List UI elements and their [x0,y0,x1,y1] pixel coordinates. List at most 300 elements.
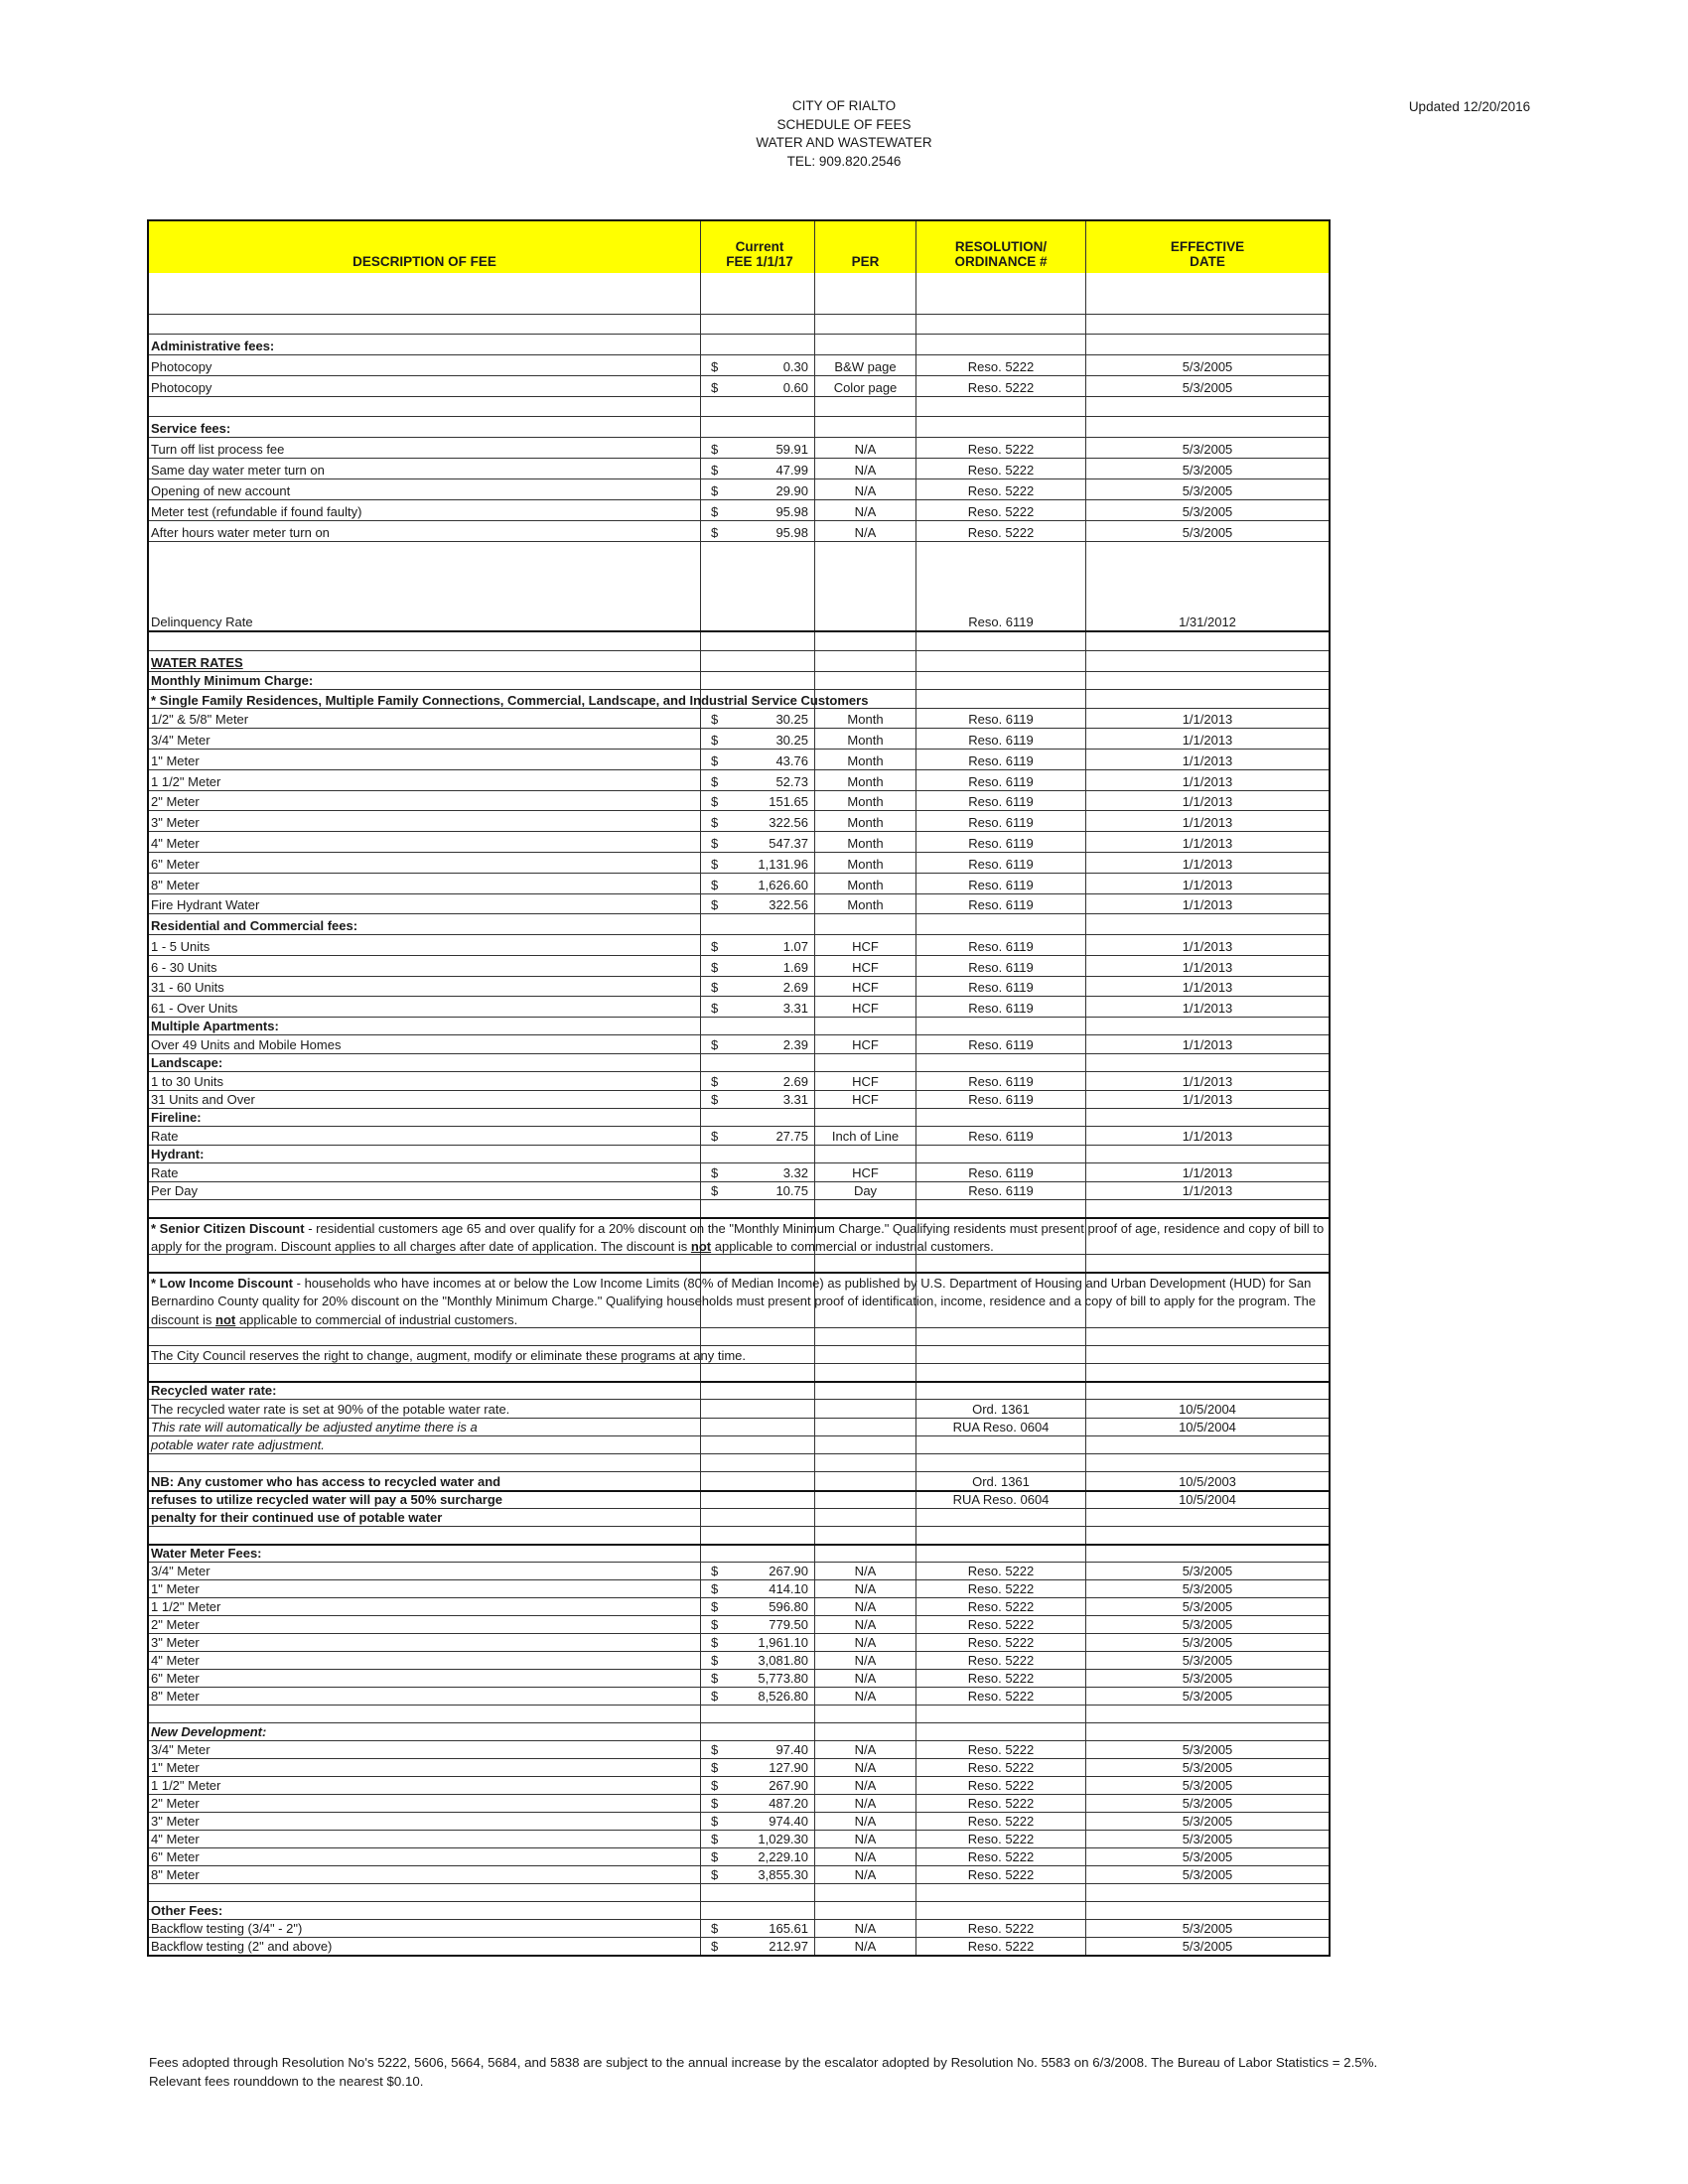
per-unit: Month [847,897,884,912]
table-row [149,728,1329,749]
fee-amount: 547.37 [769,836,808,851]
resolution-text: Reso. 6119 [968,794,1034,809]
currency-symbol: $ [711,1653,719,1668]
fee-per [815,956,916,976]
resolution-number [916,1146,1086,1162]
description-text: 1 1/2" Meter [151,1599,221,1614]
description-text: Landscape: [151,1055,223,1070]
description-text: 1 to 30 Units [151,1074,223,1089]
resolution-number [916,1813,1086,1830]
fee-description [149,1436,701,1453]
fee-per [815,1938,916,1955]
current-fee [701,1328,815,1345]
resolution-number [916,479,1086,499]
effective-date [1086,1831,1329,1847]
fee-per [815,791,916,810]
table-row [149,1090,1329,1108]
effective-date-text: 5/3/2005 [1182,380,1233,395]
description-text: 3" Meter [151,1635,200,1650]
section-row [149,416,1329,437]
description-text: refuses to utilize recycled water will pay a 50% surcharge [151,1492,503,1507]
fee-per [815,1563,916,1579]
resolution-text: RUA Reso. 0604 [952,1492,1050,1507]
fee-description [149,1364,701,1381]
fee-per [815,459,916,478]
per-unit: N/A [854,1796,877,1811]
fee-description [149,1383,701,1399]
fee-description [149,672,701,689]
resolution-number [916,1383,1086,1399]
fee-amount: 151.65 [769,794,808,809]
resolution-text: Reso. 5222 [967,1742,1035,1757]
currency-symbol: $ [711,1037,719,1052]
fee-description [149,315,701,334]
current-fee [701,632,815,650]
resolution-text: Reso. 6119 [968,857,1034,872]
per-unit: Month [847,878,884,892]
fee-per [815,1598,916,1615]
resolution-text: Reso. 5222 [967,1778,1035,1793]
resolution-number [916,853,1086,873]
fee-per [815,977,916,996]
fee-per [815,1509,916,1526]
table-row [149,354,1329,375]
resolution-text: Reso. 5222 [967,1599,1035,1614]
effective-date-text: 5/3/2005 [1182,1939,1233,1954]
per-unit: HCF [852,980,879,995]
resolution-number [916,1509,1086,1526]
resolution-number [916,1400,1086,1418]
effective-date-text: 5/3/2005 [1182,1760,1233,1775]
fee-amount: 0.30 [782,359,808,374]
currency-symbol: $ [711,980,719,995]
fee-description [149,811,701,831]
resolution-number [916,935,1086,955]
fee-amount: 1,626.60 [758,878,808,892]
footnote-line-1: Fees adopted through Resolution No's 5222, 5606, 5664, 5684, and 5838 are subject to the annual increase by the escalator adopted by Resolution No. 5583 on 6/3/2008. The Bureau of Labor Statistics = 2.5%. [149,2055,1378,2070]
program-name: * Senior Citizen Discount [151,1221,305,1236]
fee-amount: 212.97 [769,1939,808,1954]
fee-description [149,832,701,852]
fee-description [149,1328,701,1345]
per-unit: N/A [854,442,877,457]
resolution-text: Reso. 6119 [968,878,1034,892]
col-header-fee: Current FEE 1/1/17 [701,221,815,273]
fee-amount: 267.90 [769,1564,808,1578]
current-fee [701,1580,815,1597]
section-row [149,334,1329,354]
fee-per [815,935,916,955]
effective-date-text: 5/3/2005 [1182,1635,1233,1650]
effective-date [1086,376,1329,396]
per-unit: N/A [854,1778,877,1793]
blank-row [149,396,1329,416]
fee-description [149,1902,701,1919]
current-fee [701,1759,815,1776]
description-text: Residential and Commercial fees: [151,918,358,933]
fee-per [815,1848,916,1865]
resolution-number [916,500,1086,520]
effective-date [1086,1400,1329,1418]
effective-date [1086,690,1329,708]
fee-amount: 322.56 [769,815,808,830]
fee-description [149,355,701,375]
per-unit: Color page [833,380,898,395]
fee-schedule-table [147,219,1331,1957]
fee-amount: 3,855.30 [758,1867,808,1882]
effective-date [1086,791,1329,810]
fee-amount: 59.91 [775,442,808,457]
resolution-number [916,997,1086,1017]
current-fee [701,1634,815,1651]
effective-date [1086,1634,1329,1651]
fee-per [815,1163,916,1181]
table-row [149,1490,1329,1508]
currency-symbol: $ [711,1599,719,1614]
effective-date-text: 5/3/2005 [1182,483,1233,498]
col-header-resolution: RESOLUTION/ ORDINANCE # [916,221,1086,273]
per-unit: N/A [854,504,877,519]
fee-description [149,1688,701,1705]
footnote-line-2: Relevant fees rounddown to the nearest $0.10. [149,2074,424,2089]
section-row [149,1381,1329,1399]
current-fee [701,1091,815,1108]
fee-amount: 267.90 [769,1778,808,1793]
effective-date [1086,1436,1329,1453]
fee-description [149,1938,701,1955]
currency-symbol: $ [711,1129,719,1144]
current-fee [701,355,815,375]
current-fee [701,1163,815,1181]
blank-row [149,314,1329,334]
fee-per [815,1616,916,1633]
resolution-number [916,1454,1086,1471]
effective-date [1086,1200,1329,1217]
resolution-number [916,1795,1086,1812]
description-text: Water Meter Fees: [151,1546,262,1561]
current-fee [701,1884,815,1901]
table-row [149,1435,1329,1453]
resolution-text: Reso. 6119 [968,939,1034,954]
fee-per [815,894,916,913]
currency-symbol: $ [711,1001,719,1016]
description-text: Same day water meter turn on [151,463,325,478]
table-row [149,893,1329,913]
customer-class-note: * Single Family Residences, Multiple Family Connections, Commercial, Landscape, and Industrial Service Customers [151,693,869,708]
resolution-text: Reso. 5222 [967,525,1035,540]
per-unit: N/A [854,525,877,540]
table-row [149,1812,1329,1830]
blank-row [149,1526,1329,1544]
fee-per [815,1688,916,1705]
effective-date-text: 5/3/2005 [1182,1849,1233,1864]
resolution-number [916,690,1086,708]
current-fee [701,1723,815,1740]
per-unit: N/A [854,1689,877,1704]
fee-description [149,1866,701,1883]
table-row [149,996,1329,1017]
fee-description [149,729,701,749]
effective-date [1086,1580,1329,1597]
resolution-text: Reso. 6119 [968,960,1034,975]
per-unit: B&W page [834,359,897,374]
program-text: - households who have incomes at or below the Low Income Limits (80% of Median Income) as published by U.S. Department of Housing and Urban Development (HUD) for San Bernardino County quality for 20% discount on the "Monthly Minimum Charge." Qualifying households must present proof of identification, income, residence and a copy of bill to apply for the program. The discount is [151,1276,1317,1327]
effective-date [1086,935,1329,955]
effective-date [1086,977,1329,996]
per-unit: N/A [854,1617,877,1632]
phone-number: TEL: 909.820.2546 [786,153,902,169]
current-fee [701,729,815,749]
resolution-number [916,709,1086,728]
resolution-number [916,1472,1086,1490]
description-text: 1" Meter [151,753,200,768]
fee-per [815,832,916,852]
effective-date [1086,1759,1329,1776]
per-unit: Inch of Line [831,1129,900,1144]
effective-date-text: 5/3/2005 [1182,1653,1233,1668]
resolution-number [916,956,1086,976]
currency-symbol: $ [711,1564,719,1578]
current-fee [701,874,815,893]
fee-description [149,1054,701,1071]
resolution-text: Reso. 6119 [968,753,1034,768]
section-row [149,1508,1329,1526]
effective-date [1086,1454,1329,1471]
fee-per [815,770,916,790]
resolution-number [916,1831,1086,1847]
program-text-end: applicable to commercial or industrial customers. [711,1239,994,1255]
effective-date-text: 5/3/2005 [1182,1671,1233,1686]
effective-date [1086,1091,1329,1108]
currency-symbol: $ [711,1074,719,1089]
resolution-text: Reso. 6119 [968,614,1034,629]
effective-date [1086,1527,1329,1544]
table-row [149,1579,1329,1597]
effective-date-text: 1/1/2013 [1182,733,1233,748]
currency-symbol: $ [711,1814,719,1829]
discount-program-text [151,1220,1325,1257]
resolution-text: Reso. 5222 [967,1814,1035,1829]
fee-description [149,1091,701,1108]
table-row [149,1937,1329,1955]
fee-description [149,1831,701,1847]
effective-date-text: 1/1/2013 [1182,753,1233,768]
resolution-number [916,811,1086,831]
fee-description [149,1200,701,1217]
table-row [149,1071,1329,1090]
fee-per [815,1328,916,1345]
current-fee [701,521,815,541]
fee-description [149,1813,701,1830]
resolution-number [916,1598,1086,1615]
fee-amount: 596.80 [769,1599,808,1614]
fee-amount: 30.25 [775,733,808,748]
current-fee [701,1255,815,1272]
currency-symbol: $ [711,463,719,478]
description-text: Service fees: [151,421,231,436]
resolution-text: Reso. 6119 [968,815,1034,830]
effective-date [1086,894,1329,913]
description-text: After hours water meter turn on [151,525,330,540]
fee-per [815,397,916,416]
fee-description [149,1127,701,1145]
current-fee [701,1670,815,1687]
description-text: NB: Any customer who has access to recycled water and [151,1474,501,1489]
table-row [149,1830,1329,1847]
fee-description [149,335,701,354]
effective-date [1086,1364,1329,1381]
effective-date [1086,1670,1329,1687]
table-row [149,810,1329,831]
table-row [149,1272,1329,1327]
effective-date [1086,1902,1329,1919]
fee-description [149,791,701,810]
per-unit: N/A [854,1814,877,1829]
currency-symbol: $ [711,359,719,374]
table-row [149,1669,1329,1687]
current-fee [701,1813,815,1830]
per-unit: HCF [852,960,879,975]
description-text: 61 - Over Units [151,1001,238,1016]
section-row [149,1017,1329,1034]
resolution-number [916,521,1086,541]
currency-symbol: $ [711,504,719,519]
current-fee [701,1866,815,1883]
description-text: penalty for their continued use of potable water [151,1510,443,1525]
updated-date: Updated 12/20/2016 [1408,99,1531,114]
per-unit: N/A [854,1599,877,1614]
blank-row [149,1327,1329,1345]
resolution-text: Reso. 5222 [967,442,1035,457]
fee-description [149,632,701,650]
effective-date [1086,811,1329,831]
description-text: Over 49 Units and Mobile Homes [151,1037,342,1052]
description-text: 31 Units and Over [151,1092,255,1107]
fee-per [815,1072,916,1090]
fee-description [149,1400,701,1418]
effective-date [1086,1563,1329,1579]
resolution-text: Reso. 5222 [967,1849,1035,1864]
fee-description [149,1182,701,1199]
fee-per [815,1670,916,1687]
footnote [149,2053,1559,2091]
resolution-text: Reso. 6119 [968,774,1034,789]
effective-date-text: 1/1/2013 [1182,897,1233,912]
effective-date [1086,1383,1329,1399]
resolution-number [916,914,1086,934]
resolution-number [916,1884,1086,1901]
effective-date-text: 10/5/2004 [1179,1402,1236,1417]
fee-amount: 322.56 [769,897,808,912]
per-unit: N/A [854,1671,877,1686]
current-fee [701,651,815,671]
current-fee [701,417,815,437]
fee-per [815,1091,916,1108]
resolution-number [916,1741,1086,1758]
effective-date-text: 5/3/2005 [1182,1617,1233,1632]
table-row [149,1471,1329,1490]
table-row [149,1651,1329,1669]
current-fee [701,1509,815,1526]
currency-symbol: $ [711,1671,719,1686]
description-text: 2" Meter [151,1617,200,1632]
col-header-per: PER [815,221,916,273]
resolution-number [916,459,1086,478]
resolution-text: Reso. 6119 [968,1037,1034,1052]
effective-date [1086,1884,1329,1901]
resolution-number [916,542,1086,630]
per-unit: Month [847,712,884,727]
fee-per [815,853,916,873]
currency-symbol: $ [711,380,719,395]
description-text: Other Fees: [151,1903,223,1918]
fee-per [815,1866,916,1883]
description-text: 4" Meter [151,1653,200,1668]
effective-date-text: 1/1/2013 [1182,1037,1233,1052]
currency-symbol: $ [711,442,719,457]
fee-per [815,874,916,893]
description-text: 1 1/2" Meter [151,1778,221,1793]
resolution-number [916,397,1086,416]
resolution-number [916,417,1086,437]
description-text: Fire Hydrant Water [151,897,260,912]
effective-date [1086,1652,1329,1669]
fee-amount: 1,961.10 [758,1635,808,1650]
effective-date-text: 1/1/2013 [1182,1001,1233,1016]
fee-per [815,632,916,650]
blank-row [149,1883,1329,1901]
effective-date-text: 5/3/2005 [1182,1796,1233,1811]
per-unit: N/A [854,463,877,478]
current-fee [701,1436,815,1453]
fee-amount: 10.75 [775,1183,808,1198]
fee-amount: 487.20 [769,1796,808,1811]
effective-date [1086,397,1329,416]
current-fee [701,1364,815,1381]
effective-date-text: 10/5/2004 [1179,1492,1236,1507]
fee-description [149,935,701,955]
effective-date [1086,1054,1329,1071]
description-text: Photocopy [151,380,212,395]
fee-per [815,1255,916,1272]
blank-row [149,273,1329,314]
table-row [149,976,1329,996]
current-fee [701,1054,815,1071]
current-fee [701,1146,815,1162]
fee-description [149,273,701,314]
table-row [149,1758,1329,1776]
resolution-number [916,1054,1086,1071]
resolution-number [916,832,1086,852]
table-row [149,437,1329,458]
resolution-text: Reso. 6119 [968,1165,1034,1180]
fee-amount: 5,773.80 [758,1671,808,1686]
resolution-number [916,1492,1086,1508]
table-row [149,769,1329,790]
effective-date [1086,672,1329,689]
per-unit: N/A [854,483,877,498]
effective-date [1086,1813,1329,1830]
resolution-number [916,438,1086,458]
blank-row [149,1254,1329,1272]
fee-description [149,1509,701,1526]
effective-date [1086,832,1329,852]
fee-amount: 1.07 [782,939,808,954]
fee-description [149,651,701,671]
per-unit: N/A [854,1760,877,1775]
effective-date [1086,770,1329,790]
per-unit: N/A [854,1635,877,1650]
